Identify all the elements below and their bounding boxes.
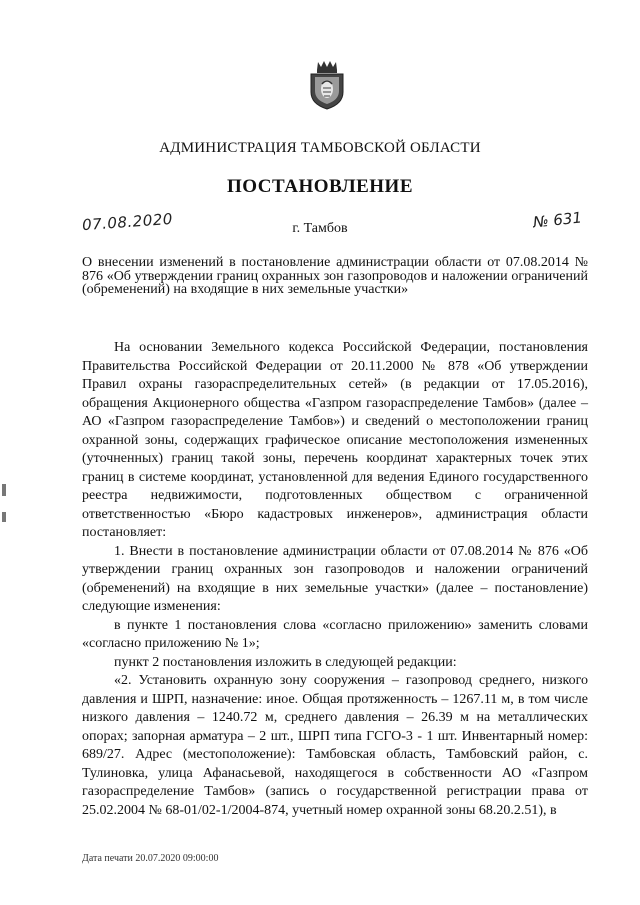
print-date: Дата печати 20.07.2020 09:00:00 [82,853,219,864]
document-subject: О внесении изменений в постановление администрации области от 07.08.2014 № 876 «Об утверждении границ охранных зон газопроводов и наложении ограничений (обременений) на входящие в них земельные участки» [82,255,588,297]
city-label: г. Тамбов [292,221,348,236]
organization-name: АДМИНИСТРАЦИЯ ТАМБОВСКОЙ ОБЛАСТИ [159,140,481,156]
handwritten-date: 07.08.2020 [81,209,174,235]
paragraph: 1. Внести в постановление администрации области от 07.08.2014 № 876 «Об утверждении границ охранных зон газопроводов и наложении ограничений (обременений) на входящие в них земельные участки» (далее – постановление) следующие изменения: [82,543,588,614]
tambov-coat-of-arms-icon [307,58,347,110]
handwritten-document-number: № 631 [532,208,583,232]
document-type: ПОСТАНОВЛЕНИЕ [226,176,414,197]
paragraph: в пункте 1 постановления слова «согласно приложению» заменить словами «согласно приложению № 1»; [82,617,588,651]
paragraph: пункт 2 постановления изложить в следующей редакции: [114,654,457,670]
document-body [82,339,588,820]
paragraph: «2. Установить охранную зону сооружения – газопровод среднего, низкого давления и ШРП, назначение: иное. Общая протяженность – 1267.11 м, в том числе низкого давления – 1240.72 м, среднего давления – 26.39 м на металлических опорах; запорная арматура – 2 шт., ШРП типа ГСГО-3 - 1 шт. Инвентарный номер: 689/27. Адрес (местоположение): Тамбовская область, Тамбовский район, с. Тулиновка, улица Афанасьевой, находящегося в собственности АО «Газпром газораспределение Тамбов» (запись о государственной регистрации права от 25.02.2004 № 68-01/02-1/2004-874, учетный номер охранной зоны 68.20.2.51), в [82,673,588,818]
margin-mark [2,484,6,496]
margin-mark [2,512,6,522]
paragraph: На основании Земельного кодекса Российской Федерации, постановления Правительства Российской Федерации от 20.11.2000 № 878 «Об утверждении Правил охраны газораспределительных сетей» (в редакции от 17.05.2016), обращения Акционерного общества «Газпром газораспределение Тамбов» (далее – АО «Газпром газораспределение Тамбов») и сведений о местоположении границ охранной зоны, содержащих графическое описание местоположения измененных (уточненных) границ такой зоны, перечень координат характерных точек этих границ в системе координат, установленной для ведения Единого государственного реестра недвижимости, подготовленных обществом с ограниченной ответственностью «Бюро кадастровых инженеров», администрация области постановляет: [82,340,588,540]
